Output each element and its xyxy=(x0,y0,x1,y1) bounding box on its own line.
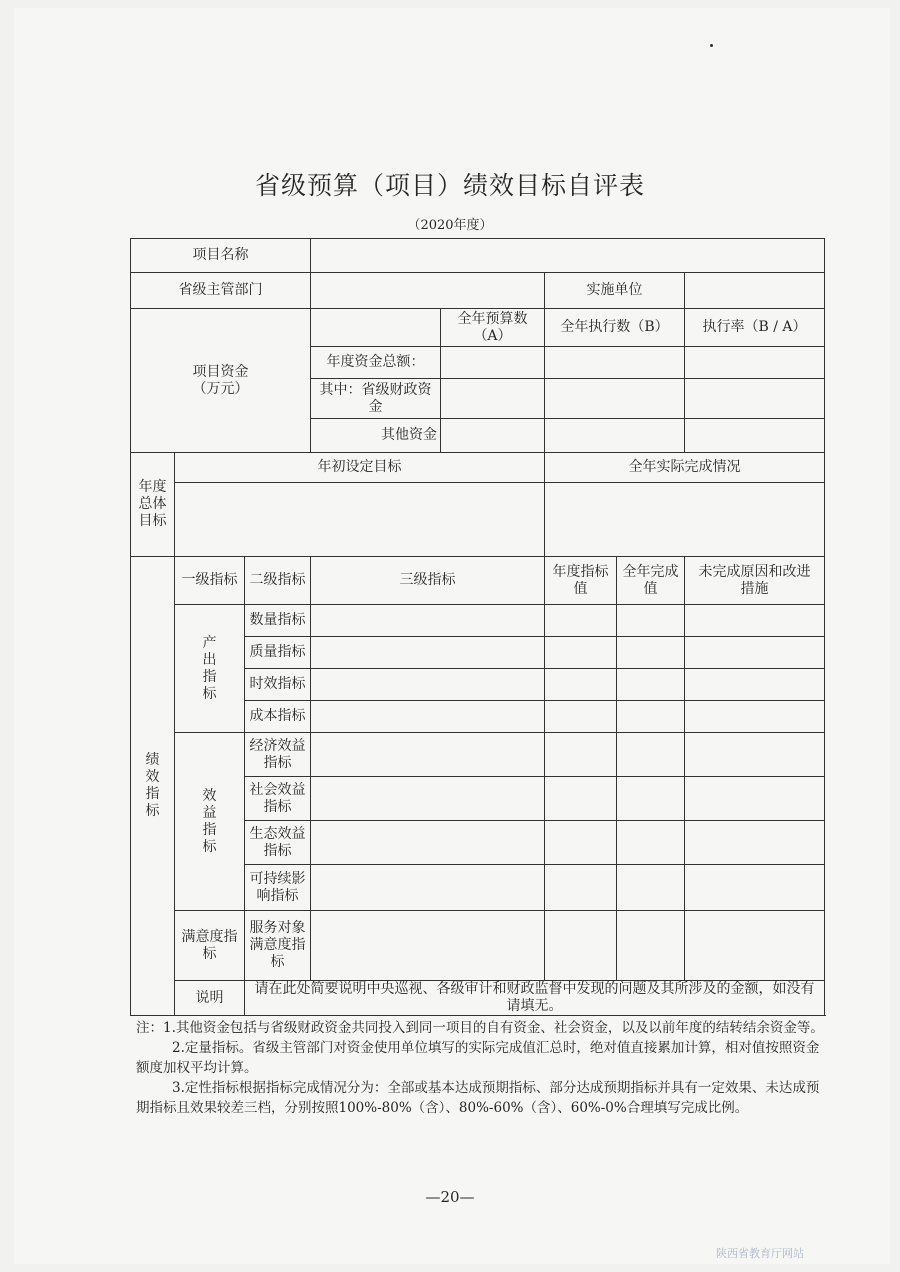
project-name-field[interactable] xyxy=(311,239,825,273)
target-field[interactable] xyxy=(545,911,617,981)
total-funds-a[interactable] xyxy=(441,347,545,379)
reason-field[interactable] xyxy=(685,821,825,865)
reason-field[interactable] xyxy=(685,605,825,637)
indicator-label: 成本指标 xyxy=(245,701,311,733)
actual-field[interactable] xyxy=(617,701,685,733)
total-funds-b[interactable] xyxy=(545,347,685,379)
level2-header: 二级指标 xyxy=(245,557,311,605)
perf-char: 标 xyxy=(145,803,160,819)
exec-b-header: 全年执行数（B） xyxy=(545,309,685,347)
indicator-label: 可持续影响指标 xyxy=(245,865,311,911)
target-field[interactable] xyxy=(545,733,617,777)
indicator-label: 质量指标 xyxy=(245,637,311,669)
target-field[interactable] xyxy=(545,637,617,669)
perf-char: 指 xyxy=(145,786,160,802)
actual-field[interactable] xyxy=(617,669,685,701)
level3-field[interactable] xyxy=(311,605,545,637)
level3-field[interactable] xyxy=(311,701,545,733)
perf-char: 绩 xyxy=(145,752,160,768)
budget-a-line1: 全年预算数 xyxy=(457,310,528,327)
target-field[interactable] xyxy=(545,669,617,701)
footnotes xyxy=(136,1018,828,1118)
level3-field[interactable] xyxy=(311,911,545,981)
level3-field[interactable] xyxy=(311,669,545,701)
annual-goal-label xyxy=(131,453,175,557)
reason-field[interactable] xyxy=(685,777,825,821)
other-funds-a[interactable] xyxy=(441,419,545,453)
level3-field[interactable] xyxy=(311,637,545,669)
note-label: 说明 xyxy=(175,981,245,1016)
reason-field[interactable] xyxy=(685,669,825,701)
actual-field[interactable] xyxy=(617,733,685,777)
output-char: 标 xyxy=(202,685,217,702)
initial-goal-field[interactable] xyxy=(175,483,545,557)
impl-unit-field[interactable] xyxy=(685,273,825,309)
evaluation-form-table xyxy=(130,238,825,1016)
footnote-3: 3.定性指标根据指标完成情况分为：全部或基本达成预期指标、部分达成预期指标并具有一定效果、未达成预期指标且效果较差三档，分别按照100%-80%（含）、80%-60%（含）、60%-0%合理填写完成比例。 xyxy=(136,1080,820,1116)
reason-field[interactable] xyxy=(685,733,825,777)
benefit-char: 指 xyxy=(202,821,217,838)
actual-field[interactable] xyxy=(617,821,685,865)
other-funds-label: 其他资金 xyxy=(311,419,441,453)
level3-field[interactable] xyxy=(311,777,545,821)
funds-label xyxy=(131,309,311,453)
watermark: 陕西省教育厅网站 xyxy=(716,1247,804,1260)
benefit-char: 标 xyxy=(202,838,217,855)
reason-line2: 措施 xyxy=(740,580,769,597)
level3-field[interactable] xyxy=(311,733,545,777)
indicator-label: 时效指标 xyxy=(245,669,311,701)
funds-label-text: 项目资金 xyxy=(192,363,249,380)
level3-header: 三级指标 xyxy=(311,557,545,605)
funds-header-blank xyxy=(311,309,441,347)
footnote-1: 注：1.其他资金包括与省级财政资金共同投入到同一项目的自有资金、社会资金，以及以前年度的结转结余资金等。 xyxy=(136,1020,824,1036)
total-funds-rate[interactable] xyxy=(685,347,825,379)
total-funds-label: 年度资金总额： xyxy=(311,347,441,379)
benefit-char: 效 xyxy=(202,787,217,804)
indicator-label: 经济效益指标 xyxy=(245,733,311,777)
impl-unit-label: 实施单位 xyxy=(545,273,685,309)
funds-unit-text: （万元） xyxy=(192,380,249,397)
indicator-label: 社会效益指标 xyxy=(245,777,311,821)
speck xyxy=(710,44,713,47)
annual-goal-char: 目标 xyxy=(138,513,167,529)
reason-field[interactable] xyxy=(685,865,825,911)
dept-label: 省级主管部门 xyxy=(131,273,311,309)
target-field[interactable] xyxy=(545,701,617,733)
provincial-funds-label: 其中：省级财政资金 xyxy=(311,379,441,419)
provincial-funds-b[interactable] xyxy=(545,379,685,419)
budget-a-line2: （A） xyxy=(473,327,512,344)
budget-a-header xyxy=(441,309,545,347)
output-indicators-label xyxy=(175,605,245,733)
perf-char: 效 xyxy=(145,769,160,785)
reason-line1: 未完成原因和改进 xyxy=(698,563,811,580)
benefit-char: 益 xyxy=(202,804,217,821)
reason-field[interactable] xyxy=(685,911,825,981)
dept-field[interactable] xyxy=(311,273,545,309)
satisfaction-label: 满意度指标 xyxy=(175,911,245,981)
rate-header: 执行率（B / A） xyxy=(685,309,825,347)
provincial-funds-rate[interactable] xyxy=(685,379,825,419)
annual-goal-char: 年度 xyxy=(138,479,167,495)
other-funds-rate[interactable] xyxy=(685,419,825,453)
output-char: 产 xyxy=(202,634,217,651)
benefit-indicators-label xyxy=(175,733,245,911)
initial-goal-header: 年初设定目标 xyxy=(175,453,545,483)
target-field[interactable] xyxy=(545,865,617,911)
output-char: 出 xyxy=(202,651,217,668)
actual-field[interactable] xyxy=(545,483,825,557)
reason-field[interactable] xyxy=(685,637,825,669)
page-number: —20— xyxy=(425,1188,475,1206)
indicator-label: 生态效益指标 xyxy=(245,821,311,865)
provincial-funds-a[interactable] xyxy=(441,379,545,419)
output-char: 指 xyxy=(202,668,217,685)
actual-field[interactable] xyxy=(617,865,685,911)
target-field[interactable] xyxy=(545,777,617,821)
target-field[interactable] xyxy=(545,821,617,865)
target-field[interactable] xyxy=(545,605,617,637)
level3-field[interactable] xyxy=(311,865,545,911)
actual-field[interactable] xyxy=(617,911,685,981)
actual-header: 全年实际完成情况 xyxy=(545,453,825,483)
footnote-2: 2.定量指标。省级主管部门对资金使用单位填写的实际完成值汇总时，绝对值直接累加计算，相对值按照资金额度加权平均计算。 xyxy=(136,1040,820,1076)
note-text[interactable]: 请在此处简要说明中央巡视、各级审计和财政监督中发现的问题及其所涉及的金额，如没有请填无。 xyxy=(245,981,825,1016)
actual-field[interactable] xyxy=(617,605,685,637)
page-title: 省级预算（项目）绩效目标自评表 xyxy=(254,171,645,200)
actual-field[interactable] xyxy=(617,637,685,669)
level1-header: 一级指标 xyxy=(175,557,245,605)
actual-value-header xyxy=(617,557,685,605)
actual-field[interactable] xyxy=(617,777,685,821)
target-value-line2: 值 xyxy=(573,580,588,597)
level3-field[interactable] xyxy=(311,821,545,865)
target-value-line1: 年度指标 xyxy=(552,563,609,580)
actual-value-line1: 全年完成 xyxy=(622,563,679,580)
year-label: （2020年度） xyxy=(407,218,493,233)
annual-goal-char: 总体 xyxy=(138,496,167,512)
reason-field[interactable] xyxy=(685,701,825,733)
performance-indicators-label xyxy=(131,557,175,1016)
project-name-label: 项目名称 xyxy=(131,239,311,273)
target-value-header xyxy=(545,557,617,605)
actual-value-line2: 值 xyxy=(643,580,658,597)
indicator-label: 数量指标 xyxy=(245,605,311,637)
other-funds-b[interactable] xyxy=(545,419,685,453)
indicator-label: 服务对象满意度指标 xyxy=(245,911,311,981)
reason-header xyxy=(685,557,825,605)
